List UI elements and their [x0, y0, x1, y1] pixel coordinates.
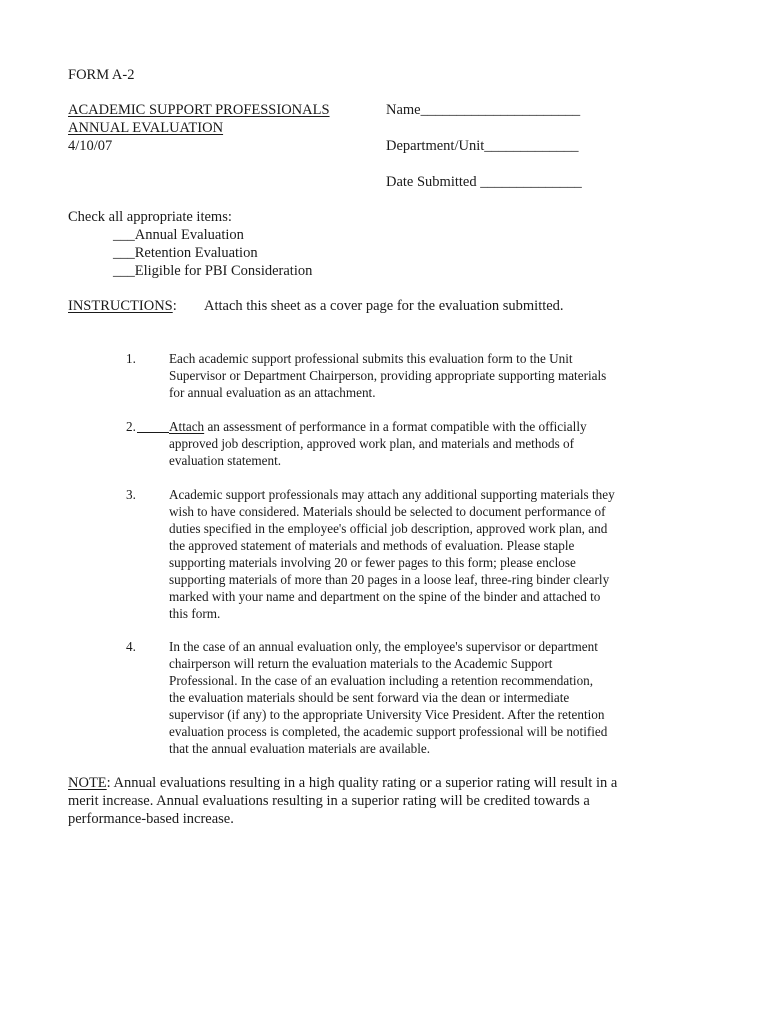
- note-line: [68, 774, 688, 792]
- item-1-line: Supervisor or Department Chairperson, providing appropriate supporting materials: [169, 368, 607, 383]
- item-2-line: approved job description, approved work plan, and materials and methods of: [169, 436, 575, 451]
- item-3-line: supporting materials involving 20 or fewer pages to this form; please enclose: [169, 555, 576, 570]
- item-3-number: 3.: [126, 487, 136, 502]
- item-1-number: 1.: [126, 351, 136, 366]
- title-line-2: ANNUAL EVALUATION: [68, 120, 224, 136]
- item-1-line: for annual evaluation as an attachment.: [169, 385, 376, 400]
- note-paragraph: [68, 774, 688, 828]
- date-submitted-field[interactable]: Date Submitted ______________: [386, 174, 582, 190]
- item-4-line: evaluation process is completed, the academic support professional will be notified: [169, 724, 608, 739]
- item-3-line: duties specified in the employee's official job description, approved work plan, and: [169, 521, 608, 536]
- note-line: merit increase. Annual evaluations resulting in a superior rating will be credited towards a: [68, 793, 590, 809]
- instructions-text: Attach this sheet as a cover page for the evaluation submitted.: [204, 298, 564, 314]
- item-2-line: [169, 418, 647, 435]
- item-3-line: supporting materials of more than 20 pages in a loose leaf, three-ring binder clearly: [169, 572, 610, 587]
- checklist-item-pbi[interactable]: ___Eligible for PBI Consideration: [113, 263, 313, 279]
- item-1-line: Each academic support professional submits this evaluation form to the Unit: [169, 351, 573, 366]
- note-label: NOTE: [68, 775, 107, 791]
- item-4-text: [169, 638, 647, 757]
- item-4-line: Professional. In the case of an evaluation including a retention recommendation,: [169, 673, 594, 688]
- checklist-item-annual[interactable]: ___Annual Evaluation: [113, 227, 244, 243]
- item-2-blank-rule: [137, 432, 169, 433]
- form-date: 4/10/07: [68, 138, 113, 154]
- item-1-text: [169, 350, 647, 401]
- item-4-line: the evaluation materials should be sent forward via the dean or intermediate: [169, 690, 570, 705]
- form-id: FORM A-2: [68, 67, 135, 83]
- instructions-colon: :: [172, 298, 177, 314]
- department-field[interactable]: Department/Unit_____________: [386, 138, 579, 154]
- item-2-number: 2.: [126, 419, 136, 434]
- item-3-line: Academic support professionals may attach any additional supporting materials they: [169, 487, 615, 502]
- instructions-label: INSTRUCTIONS: [68, 298, 173, 314]
- note-line: performance-based increase.: [68, 811, 234, 827]
- item-3-line: wish to have considered. Materials should be selected to document performance of: [169, 504, 606, 519]
- instructions-heading: [68, 297, 177, 315]
- item-4-number: 4.: [126, 639, 136, 654]
- item-2-line-rest: an assessment of performance in a format compatible with the officially: [204, 419, 587, 434]
- item-3-line: marked with your name and department on the spine of the binder and attached to: [169, 589, 601, 604]
- item-2-first-word: Attach: [169, 419, 205, 434]
- item-2-line: evaluation statement.: [169, 453, 282, 468]
- item-2-text: [169, 418, 647, 469]
- item-4-line: that the annual evaluation materials are available.: [169, 741, 431, 756]
- note-line-rest: : Annual evaluations resulting in a high quality rating or a superior rating will result in a: [106, 775, 618, 791]
- checklist-item-retention[interactable]: ___Retention Evaluation: [113, 245, 258, 261]
- item-3-line: this form.: [169, 606, 221, 621]
- item-3-text: [169, 486, 647, 622]
- item-4-line: chairperson will return the evaluation materials to the Academic Support: [169, 656, 553, 671]
- title-line-1: ACADEMIC SUPPORT PROFESSIONALS: [68, 102, 330, 118]
- item-3-line: the approved statement of materials and methods of evaluation. Please staple: [169, 538, 575, 553]
- name-field[interactable]: Name______________________: [386, 102, 581, 118]
- checklist-heading: Check all appropriate items:: [68, 209, 232, 225]
- item-4-line: In the case of an annual evaluation only, the employee's supervisor or department: [169, 639, 598, 654]
- item-4-line: supervisor (if any) to the appropriate University Vice President. After the retention: [169, 707, 605, 722]
